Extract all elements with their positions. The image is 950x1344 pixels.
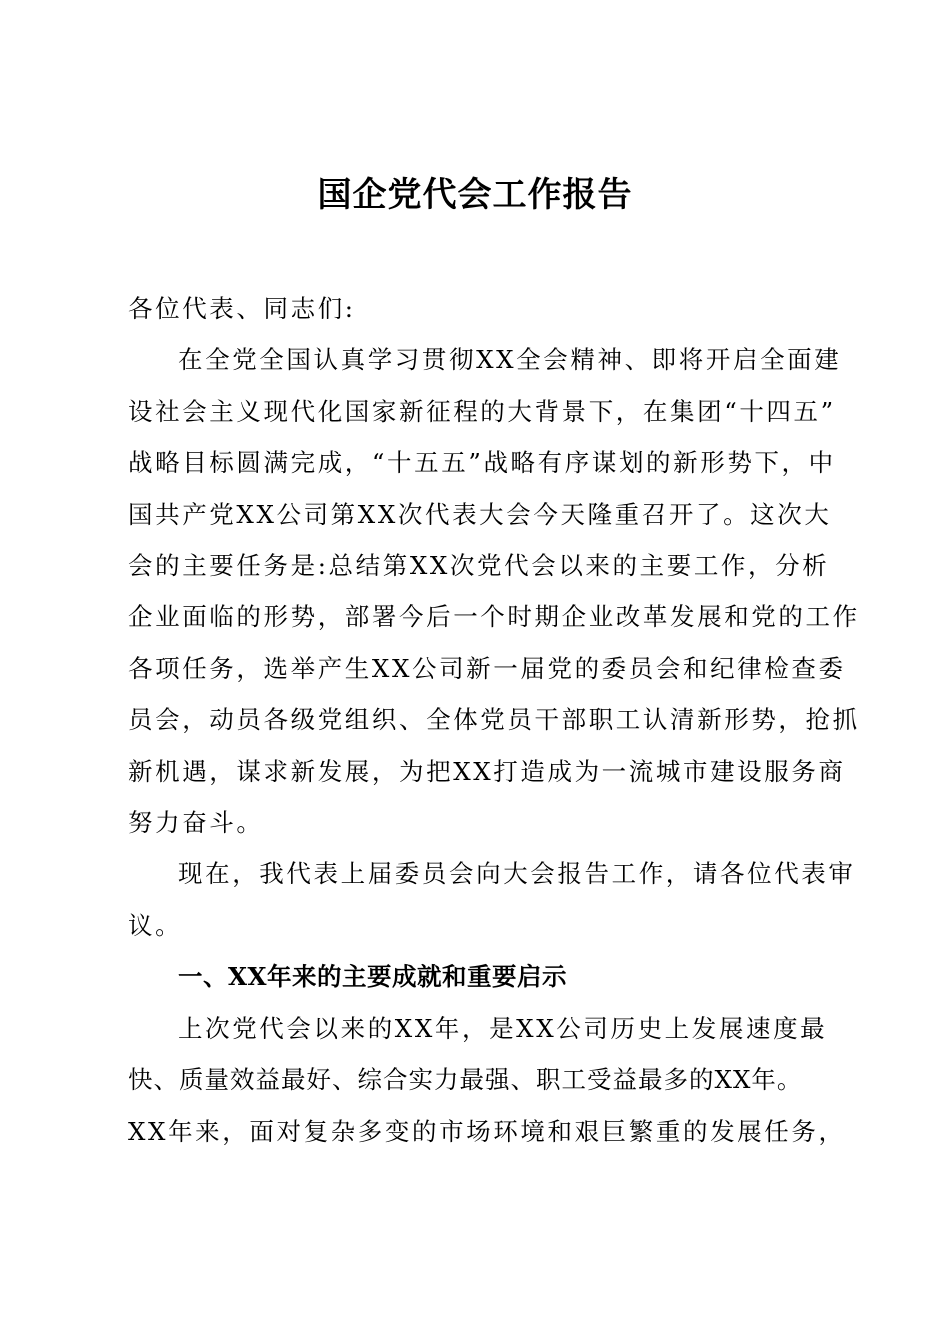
document-body	[128, 283, 860, 1157]
paragraph-line: 新机遇，谋求新发展，为把XX打造成为一流城市建设服务商	[128, 756, 846, 786]
paragraph-line: 国共产党XX公司第XX次代表大会今天隆重召开了。这次大	[128, 499, 832, 529]
paragraph-line: 在全党全国认真学习贯彻XX全会精神、即将开启全面建	[178, 345, 842, 375]
paragraph-achievements	[128, 1003, 848, 1157]
paragraph-line: 议。	[128, 910, 183, 940]
paragraph-line: 现在，我代表上届委员会向大会报告工作，请各位代表审	[178, 859, 856, 889]
paragraph-opening	[128, 334, 860, 848]
paragraph-line: 企业面临的形势，部署今后一个时期企业改革发展和党的工作	[128, 602, 860, 632]
paragraph-line: 设社会主义现代化国家新征程的大背景下，在集团“十四五”	[128, 396, 836, 426]
paragraph-line: 员会，动员各级党组织、全体党员干部职工认清新形势，抢抓	[128, 705, 860, 735]
salutation: 各位代表、同志们:	[128, 294, 356, 323]
paragraph-line: 快、质量效益最好、综合实力最强、职工受益最多的XX年。	[128, 1065, 803, 1095]
paragraph-line: 努力奋斗。	[128, 808, 264, 838]
paragraph-line: XX年来，面对复杂多变的市场环境和艰巨繁重的发展任务，	[128, 1116, 846, 1146]
paragraph-report-intro	[128, 848, 856, 951]
section-heading: 一、XX年来的主要成就和重要启示	[178, 962, 568, 992]
paragraph-line: 上次党代会以来的XX年，是XX公司历史上发展速度最	[178, 1013, 828, 1043]
paragraph-line: 各项任务，选举产生XX公司新一届党的委员会和纪律检查委	[128, 653, 846, 683]
document-title: 国企党代会工作报告	[317, 175, 633, 215]
paragraph-line: 战略目标圆满完成，“十五五”战略有序谋划的新形势下，中	[128, 448, 836, 478]
paragraph-line: 会的主要任务是:总结第XX次党代会以来的主要工作，分析	[128, 551, 830, 581]
